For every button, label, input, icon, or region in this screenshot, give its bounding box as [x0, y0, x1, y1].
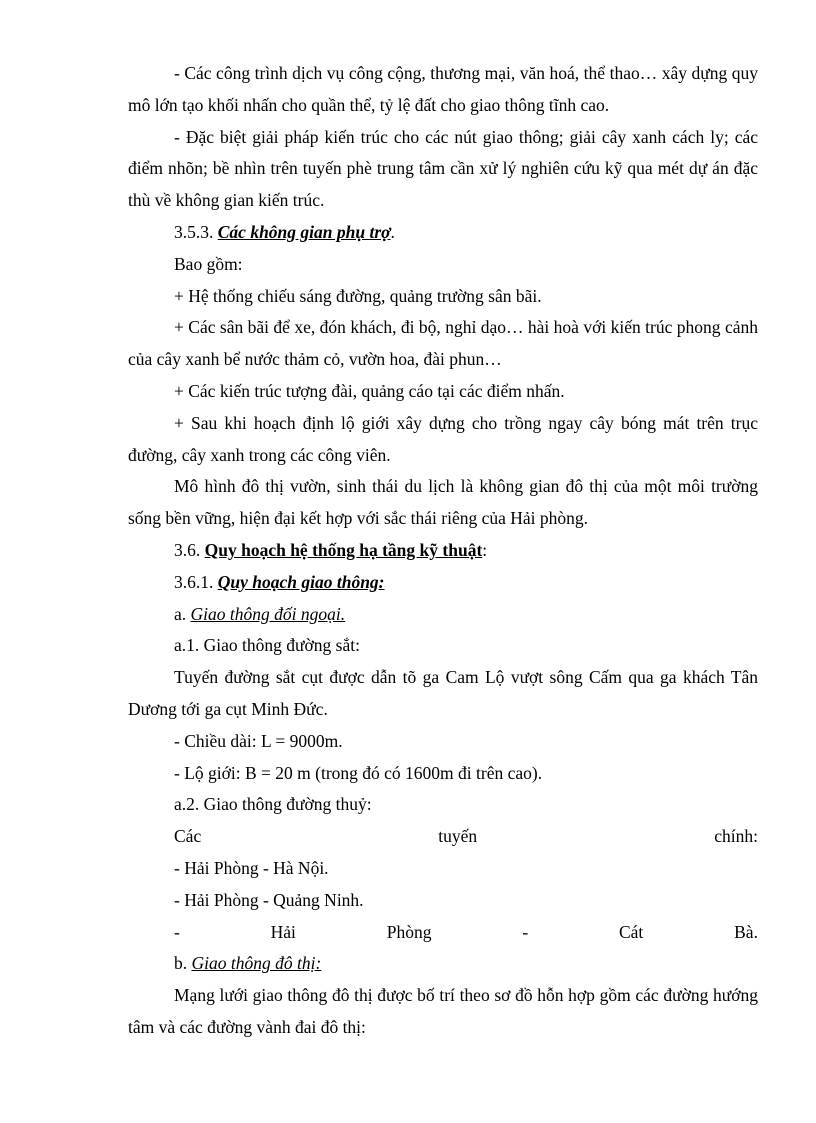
section-title: Quy hoạch hệ thống hạ tầng kỹ thuật	[204, 539, 483, 560]
word: -	[522, 921, 529, 942]
subsection-prefix: a.	[174, 603, 187, 624]
paragraph-urban-network: Mạng lưới giao thông đô thị được bố trí theo sơ đồ hỗn hợp gồm các đường hướng tâm và các đường vành đai đô thị:	[128, 985, 758, 1037]
section-title: Các không gian phụ trợ	[217, 221, 391, 242]
word: Phòng	[386, 921, 432, 942]
subsection-prefix: b.	[174, 953, 188, 974]
section-3-6-1-heading	[128, 567, 758, 599]
list-item-lighting: + Hệ thống chiếu sáng đường, quảng trường sân bãi.	[174, 285, 542, 306]
list-item-monuments: + Các kiến trúc tượng đài, quảng cáo tại các điểm nhấn.	[174, 380, 565, 401]
main-routes-line	[128, 821, 758, 853]
word: Cát	[618, 921, 644, 942]
railway-right-of-way: - Lộ giới: B = 20 m (trong đó có 1600m đi trên cao).	[174, 762, 543, 783]
list-item-parking: + Các sân bãi để xe, đón khách, đi bộ, nghỉ dạo… hài hoà với kiến trúc phong cảnh của cây xanh bể nước thảm cỏ, vườn hoa, đài phun…	[128, 317, 758, 370]
subsection-a-heading	[128, 599, 758, 631]
paragraph-railway-route: Tuyến đường sắt cụt được dẫn tõ ga Cam Lộ vượt sông Cấm qua ga khách Tân Dương tới ga cụt Minh Đức.	[128, 667, 758, 719]
subsection-a1-heading: a.1. Giao thông đường sắt:	[174, 635, 360, 656]
section-3-6-heading	[128, 535, 758, 567]
section-number: 3.6.1.	[174, 571, 214, 592]
paragraph-public-works: - Các công trình dịch vụ công cộng, thương mại, văn hoá, thể thao… xây dựng quy mô lớn tạo khối nhấn cho quần thể, tỷ lệ đất cho giao thông tĩnh cao.	[128, 63, 758, 115]
section-number: 3.6.	[174, 539, 201, 560]
railway-length: - Chiều dài: L = 9000m.	[174, 730, 343, 751]
list-item-shade-trees: + Sau khi hoạch định lộ giới xây dựng cho trồng ngay cây bóng mát trên trục đường, cây xanh trong các công viên.	[128, 412, 758, 465]
subsection-b-heading	[128, 948, 758, 980]
section-number: 3.5.3.	[174, 221, 214, 242]
paragraph-intersection-solutions: - Đặc biệt giải pháp kiến trúc cho các nút giao thông; giải cây xanh cách ly; các điểm nhõn; bề nhìn trên tuyến phè trung tâm cần xử lý nghiên cứu kỹ qua mét dự án đặc thù về không gian kiến trúc.	[128, 126, 758, 211]
paragraph-garden-city-model: Mô hình đô thị vườn, sinh thái du lịch là không gian đô thị của một môi trường sống bền vững, hiện đại kết hợp với sắc thái riêng của Hải phòng.	[128, 476, 758, 529]
word: tuyến	[438, 826, 478, 847]
route-hai-phong-quang-ninh: - Hải Phòng - Quảng Ninh.	[174, 889, 364, 910]
section-punct: :	[482, 539, 488, 560]
section-title: Quy hoạch giao thông:	[217, 571, 385, 592]
subsection-title: Giao thông đối ngoại.	[190, 603, 346, 624]
route-hai-phong-cat-ba	[128, 917, 758, 949]
paragraph-includes: Bao gồm:	[174, 253, 243, 274]
word: chính:	[714, 826, 758, 847]
section-punct: .	[390, 221, 395, 242]
word: Hải	[270, 921, 296, 942]
route-hai-phong-ha-noi: - Hải Phòng - Hà Nội.	[174, 857, 329, 878]
word: Bà.	[734, 921, 758, 942]
word: -	[174, 921, 180, 942]
subsection-title: Giao thông đô thị:	[191, 953, 322, 974]
word: Các	[174, 826, 202, 847]
subsection-a2-heading: a.2. Giao thông đường thuỷ:	[174, 794, 372, 815]
section-3-5-3-heading	[128, 217, 758, 249]
